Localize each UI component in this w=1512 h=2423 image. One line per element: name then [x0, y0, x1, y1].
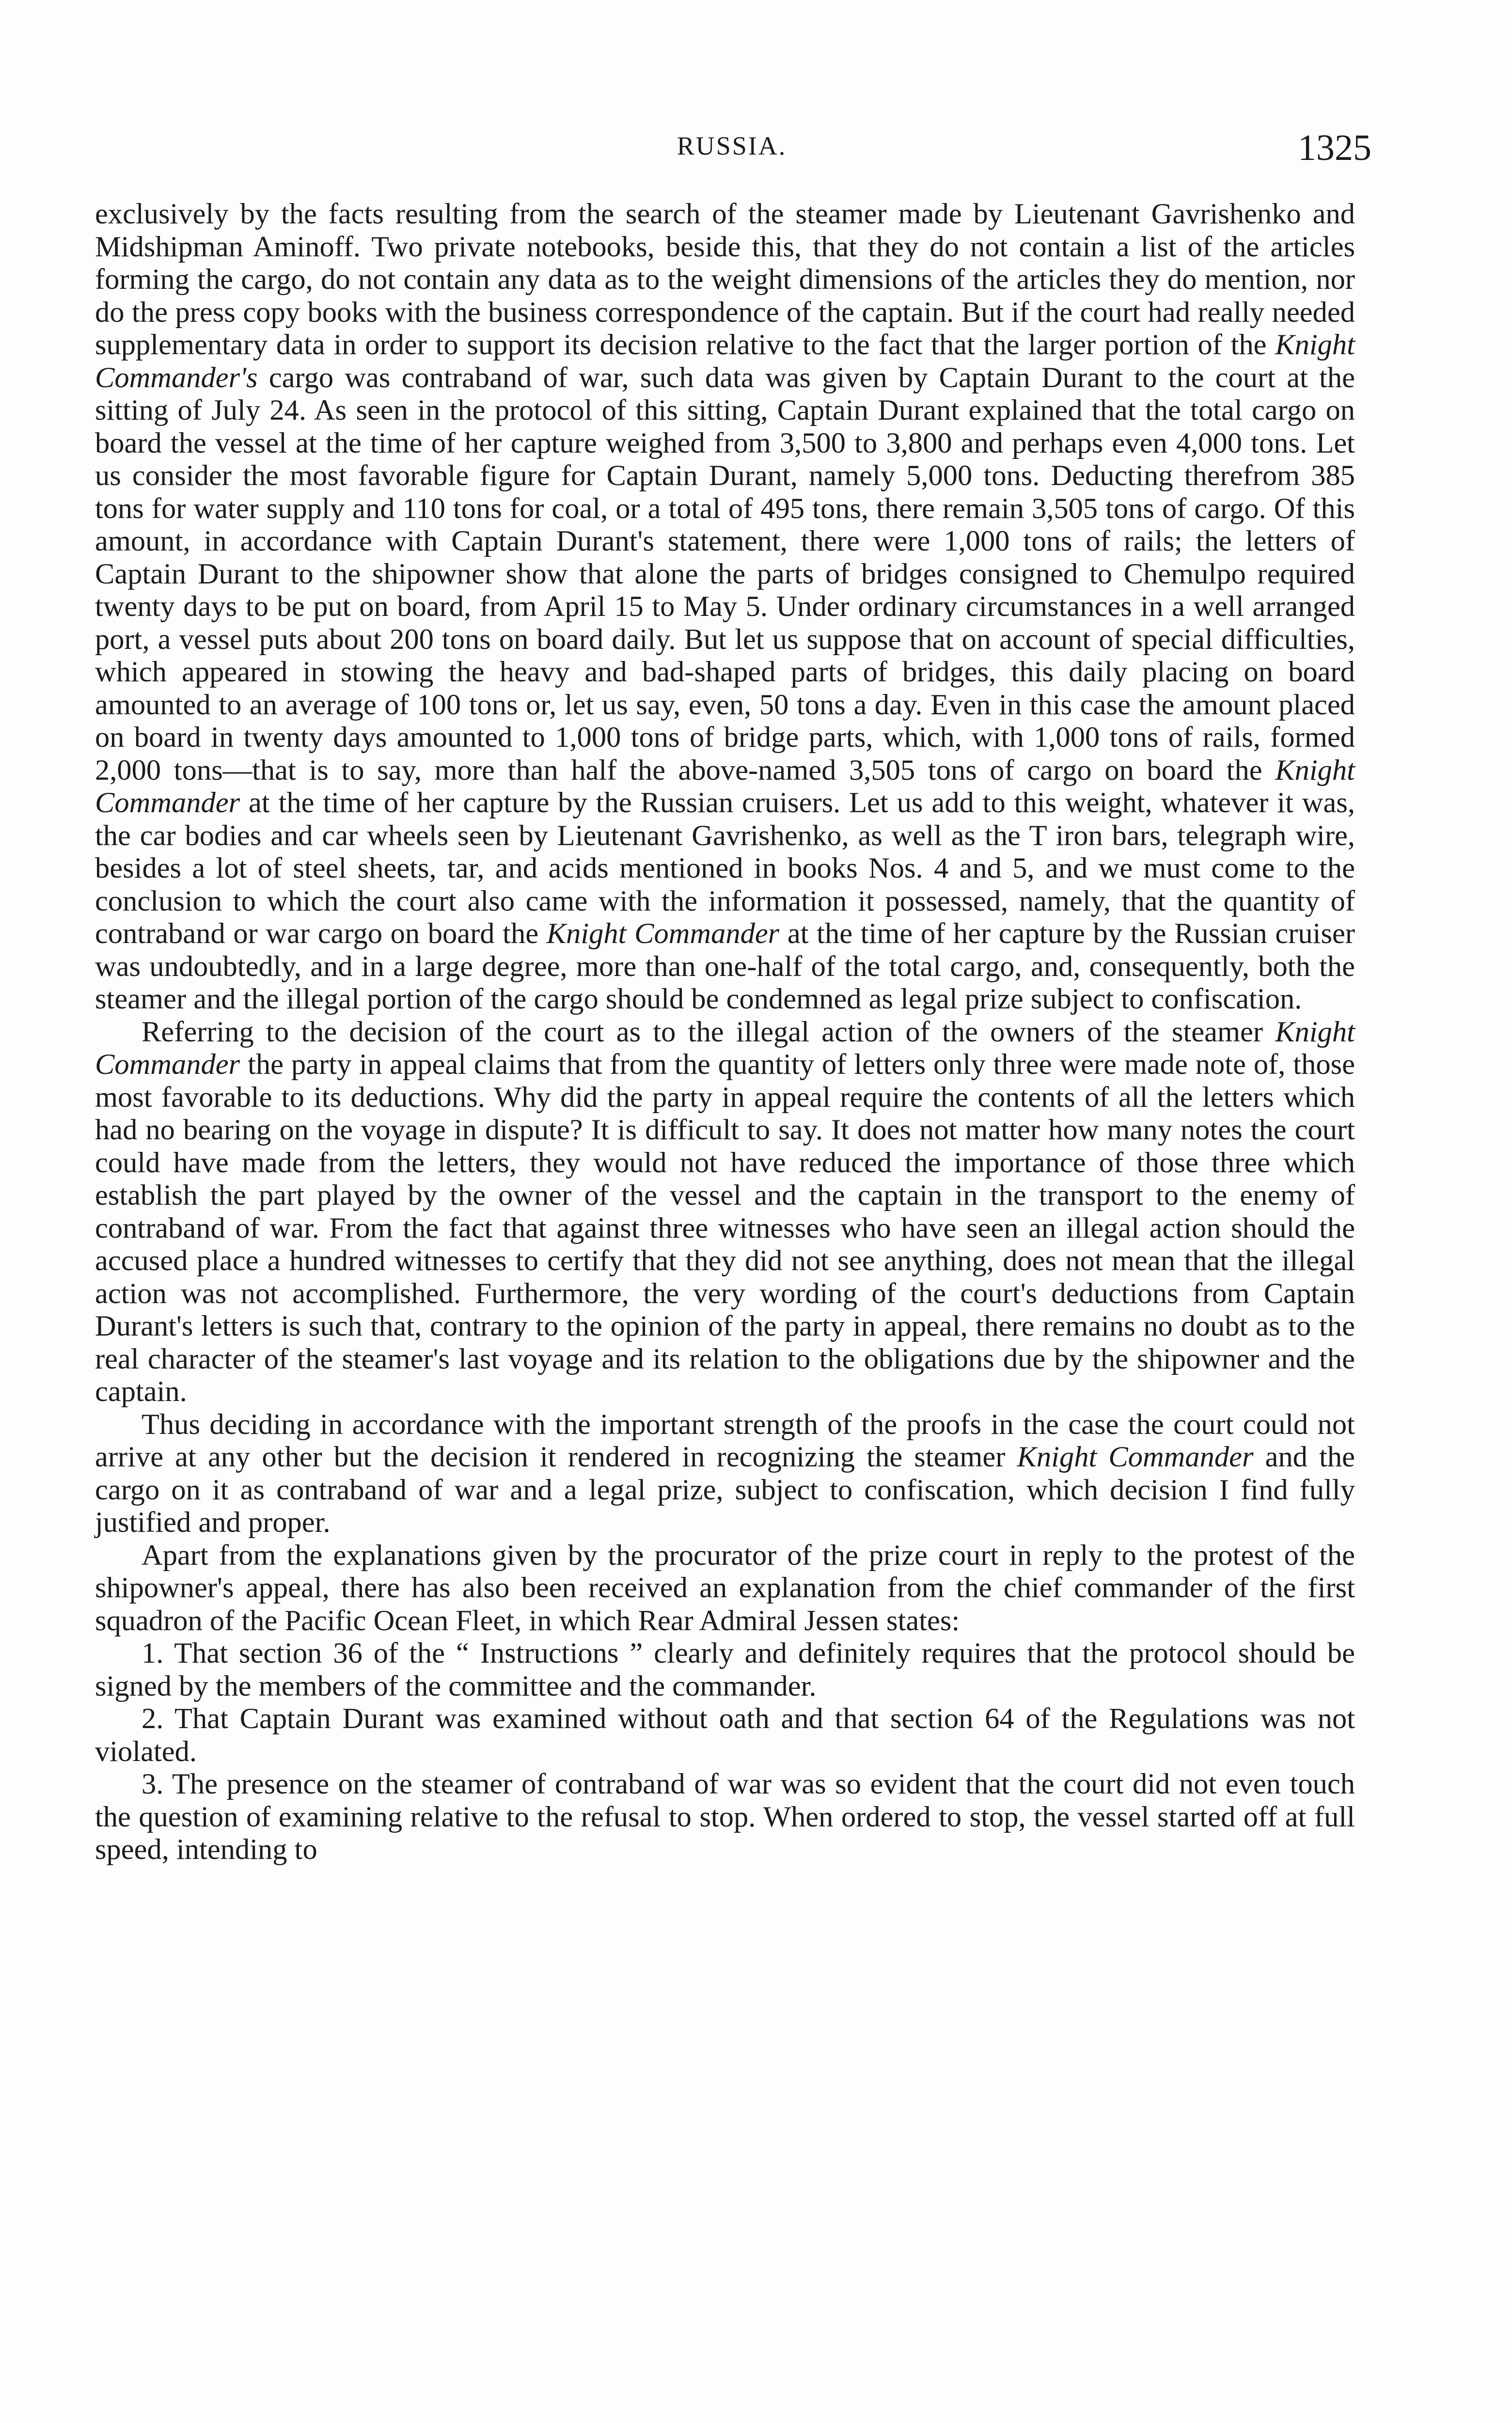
list-item-1: 1. That section 36 of the “ Instructions ” clearly and definitely requires that the protocol should be signed by the members of the committee and the commander.	[95, 1637, 1355, 1702]
text-run: and the cargo on it as contraband of war and a legal prize, subject to confiscation, which decision I find fully justified and proper.	[95, 1441, 1355, 1539]
text-run: at the time of her capture by the Russian cruiser was undoubtedly, and in a large degree, more than one-half of the total cargo, and, consequently, both the steamer and the illegal portion of the cargo should be condemned as legal prize subject to confiscation.	[95, 917, 1355, 1015]
paragraph-2	[95, 1016, 1355, 1408]
ship-name: Knight Commander	[1017, 1441, 1254, 1473]
ship-name: Knight Commander	[546, 917, 780, 950]
text-run: the party in appeal claims that from the quantity of letters only three were made note of, those most favorable to its deductions. Why did the party in appeal require the contents of all the letters which had no bearing on the voyage in dispute? It is difficult to say. It does not matter how many notes the court could have made from the letters, they would not have reduced the importance of those three which establish the part played by the owner of the vessel and the captain in the transport to the enemy of contraband of war. From the fact that against three witnesses who have seen an illegal action should the accused place a hundred witnesses to certify that they did not see anything, does not mean that the illegal action was not accomplished. Furthermore, the very wording of the court's deductions from Captain Durant's letters is such that, contrary to the opinion of the party in appeal, there remains no doubt as to the real character of the steamer's last voyage and its relation to the obligations due by the shipowner and the captain.	[95, 1048, 1355, 1408]
list-item-2: 2. That Captain Durant was examined without oath and that section 64 of the Regulations was not violated.	[95, 1702, 1355, 1768]
paragraph-1	[95, 198, 1355, 1016]
ship-name: Knight Commander	[95, 1015, 1355, 1081]
page-number: 1325	[1298, 127, 1371, 168]
ship-name: Knight Commander	[95, 754, 1355, 819]
paragraph-4: Apart from the explanations given by the procurator of the prize court in reply to the protest of the shipowner's appeal, there has also been received an explanation from the chief commander of the first squadron of the Pacific Ocean Fleet, in which Rear Admiral Jessen states:	[95, 1539, 1355, 1637]
running-title: RUSSIA.	[677, 131, 787, 160]
text-run: Referring to the decision of the court as to the illegal action of the owners of the steamer	[142, 1015, 1276, 1048]
ship-name: Knight Commander's	[95, 329, 1355, 394]
list-item-3: 3. The presence on the steamer of contraband of war was so evident that the court did not even touch the question of examining relative to the refusal to stop. When ordered to stop, the vessel started off at full speed, intending to	[95, 1768, 1355, 1866]
body-text	[95, 198, 1355, 1866]
paragraph-3	[95, 1408, 1355, 1539]
text-run: cargo was contraband of war, such data was given by Captain Durant to the court at the sitting of July 24. As seen in the protocol of this sitting, Captain Durant explained that the total cargo on board the vessel at the time of her capture weighed from 3,500 to 3,800 and perhaps even 4,000 tons. Let us consider the most favorable figure for Captain Durant, namely 5,000 tons. Deducting therefrom 385 tons for water supply and 110 tons for coal, or a total of 495 tons, there remain 3,505 tons of cargo. Of this amount, in accordance with Captain Durant's statement, there were 1,000 tons of rails; the letters of Captain Durant to the shipowner show that alone the parts of bridges consigned to Chemulpo required twenty days to be put on board, from April 15 to May 5. Under ordinary circumstances in a well arranged port, a vessel puts about 200 tons on board daily. But let us suppose that on account of special difficulties, which appeared in stowing the heavy and bad-shaped parts of bridges, this daily placing on board amounted to an average of 100 tons or, let us say, even, 50 tons a day. Even in this case the amount placed on board in twenty days amounted to 1,000 tons of bridge parts, which, with 1,000 tons of rails, formed 2,000 tons—that is to say, more than half the above-named 3,505 tons of cargo on board the	[95, 361, 1355, 787]
text-run: exclusively by the facts resulting from the search of the steamer made by Lieutenant Gavrishenko and Midshipman Aminoff. Two private notebooks, beside this, that they do not contain a list of the articles forming the cargo, do not contain any data as to the weight dimensions of the articles they do mention, nor do the press copy books with the business correspondence of the captain. But if the court had really needed supplementary data in order to support its decision relative to the fact that the larger portion of the	[95, 198, 1355, 361]
text-run: Thus deciding in accordance with the important strength of the proofs in the case the court could not arrive at any other but the decision it rendered in recognizing the steamer	[95, 1408, 1355, 1473]
running-head	[92, 127, 1371, 166]
text-run: at the time of her capture by the Russian cruisers. Let us add to this weight, whatever it was, the car bodies and car wheels seen by Lieutenant Gavrishenko, as well as the T iron bars, telegraph wire, besides a lot of steel sheets, tar, and acids mentioned in books Nos. 4 and 5, and we must come to the conclusion to which the court also came with the information it possessed, namely, that the quantity of contraband or war cargo on board the	[95, 787, 1355, 950]
